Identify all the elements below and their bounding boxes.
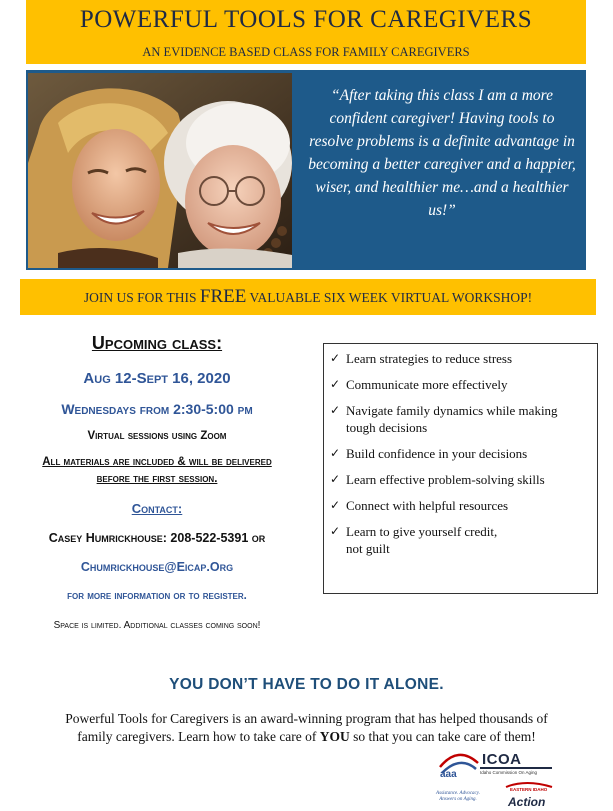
more-info-note: for more information or to register. <box>67 590 247 602</box>
benefits-checklist <box>323 343 598 594</box>
benefit-text <box>346 402 558 436</box>
contact-name-phone: Casey Humrickhouse: 208-522-5391 or <box>48 531 266 545</box>
benefit-item <box>330 523 591 557</box>
cta-banner <box>20 279 596 315</box>
benefit-text: Learn strategies to reduce stress <box>346 351 513 366</box>
cta-suffix: VALUABLE SIX WEEK VIRTUAL WORKSHOP! <box>246 290 533 305</box>
description-line-2-prefix: family caregivers. Learn how to take care of <box>77 729 320 744</box>
smiling-women-photo <box>28 73 292 268</box>
upcoming-class-heading: Upcoming class: <box>91 333 223 353</box>
cta-line <box>84 285 532 310</box>
check-icon: ✓ <box>330 524 341 538</box>
check-icon: ✓ <box>330 351 341 365</box>
sponsor-logos <box>436 743 554 809</box>
cta-prefix: JOIN US FOR THIS <box>83 290 200 305</box>
page-subtitle: AN EVIDENCE BASED CLASS FOR FAMILY CAREGIVERS <box>142 45 470 59</box>
testimonial-quote: “After taking this class I am a more confident caregiver! Having tools to resolve problems is a definite advantage in becoming a better caregiver and a happier, wiser, and healthier me…and a healthier us!” <box>308 87 576 219</box>
class-info <box>4 332 310 633</box>
benefit-text: Learn effective problem-solving skills <box>346 472 545 487</box>
icoa-subtitle: Idaho Commission On Aging <box>480 770 538 775</box>
action-logo: Action <box>508 795 546 809</box>
contact-label: Contact: <box>131 501 183 516</box>
benefit-text-line-2: not guilt <box>346 541 390 556</box>
description-emphasis: YOU <box>319 729 350 744</box>
check-icon: ✓ <box>330 446 341 460</box>
contact-email-link[interactable]: Chumrickhouse@Eicap.Org <box>80 560 234 574</box>
hero-panel <box>26 70 586 270</box>
cta-free: FREE <box>199 286 247 307</box>
check-icon: ✓ <box>330 498 341 512</box>
aaa-tagline: Assistance. Advocacy. Answers on Aging. <box>436 791 480 802</box>
tagline: YOU DON’T HAVE TO DO IT ALONE. <box>169 676 444 693</box>
benefit-text-line-1: Learn to give yourself credit, <box>346 524 498 539</box>
virtual-sessions-note: Virtual sessions using Zoom <box>87 430 227 442</box>
materials-line-2: before the first session. <box>96 473 218 485</box>
header-banner <box>26 0 586 64</box>
description-line-1: Powerful Tools for Caregivers is an award-winning program that has helped thousands of <box>65 711 548 726</box>
benefit-text: Build confidence in your decisions <box>346 446 528 461</box>
benefit-text: Connect with helpful resources <box>346 498 509 513</box>
eastern-idaho-label: EASTERN IDAHO <box>510 787 548 792</box>
benefit-text: Communicate more effectively <box>346 377 508 392</box>
aaa-logo: aaa <box>440 769 457 780</box>
check-icon: ✓ <box>330 377 341 391</box>
class-times: Wednesdays from 2:30-5:00 pm <box>61 401 253 417</box>
benefit-item <box>330 445 591 462</box>
benefit-text-line-2: tough decisions <box>346 420 428 435</box>
materials-note <box>4 454 310 488</box>
program-description <box>8 710 605 746</box>
description-line-2-suffix: so that you can take care of them! <box>349 729 536 744</box>
materials-line-1: All materials are included & will be delivered <box>42 456 272 468</box>
class-dates: Aug 12-Sept 16, 2020 <box>83 370 231 387</box>
space-limited-note: Space is limited. Additional classes coming soon! <box>53 620 261 631</box>
benefit-text <box>346 523 497 557</box>
icoa-logo: ICOA <box>482 751 522 768</box>
benefit-item <box>330 350 591 367</box>
benefit-item <box>330 471 591 488</box>
page-title: POWERFUL TOOLS FOR CAREGIVERS <box>79 6 533 33</box>
check-icon: ✓ <box>330 472 341 486</box>
benefit-item <box>330 376 591 393</box>
benefit-item <box>330 497 591 514</box>
check-icon: ✓ <box>330 403 341 417</box>
benefit-text-line-1: Navigate family dynamics while making <box>346 403 558 418</box>
benefit-item <box>330 402 591 436</box>
